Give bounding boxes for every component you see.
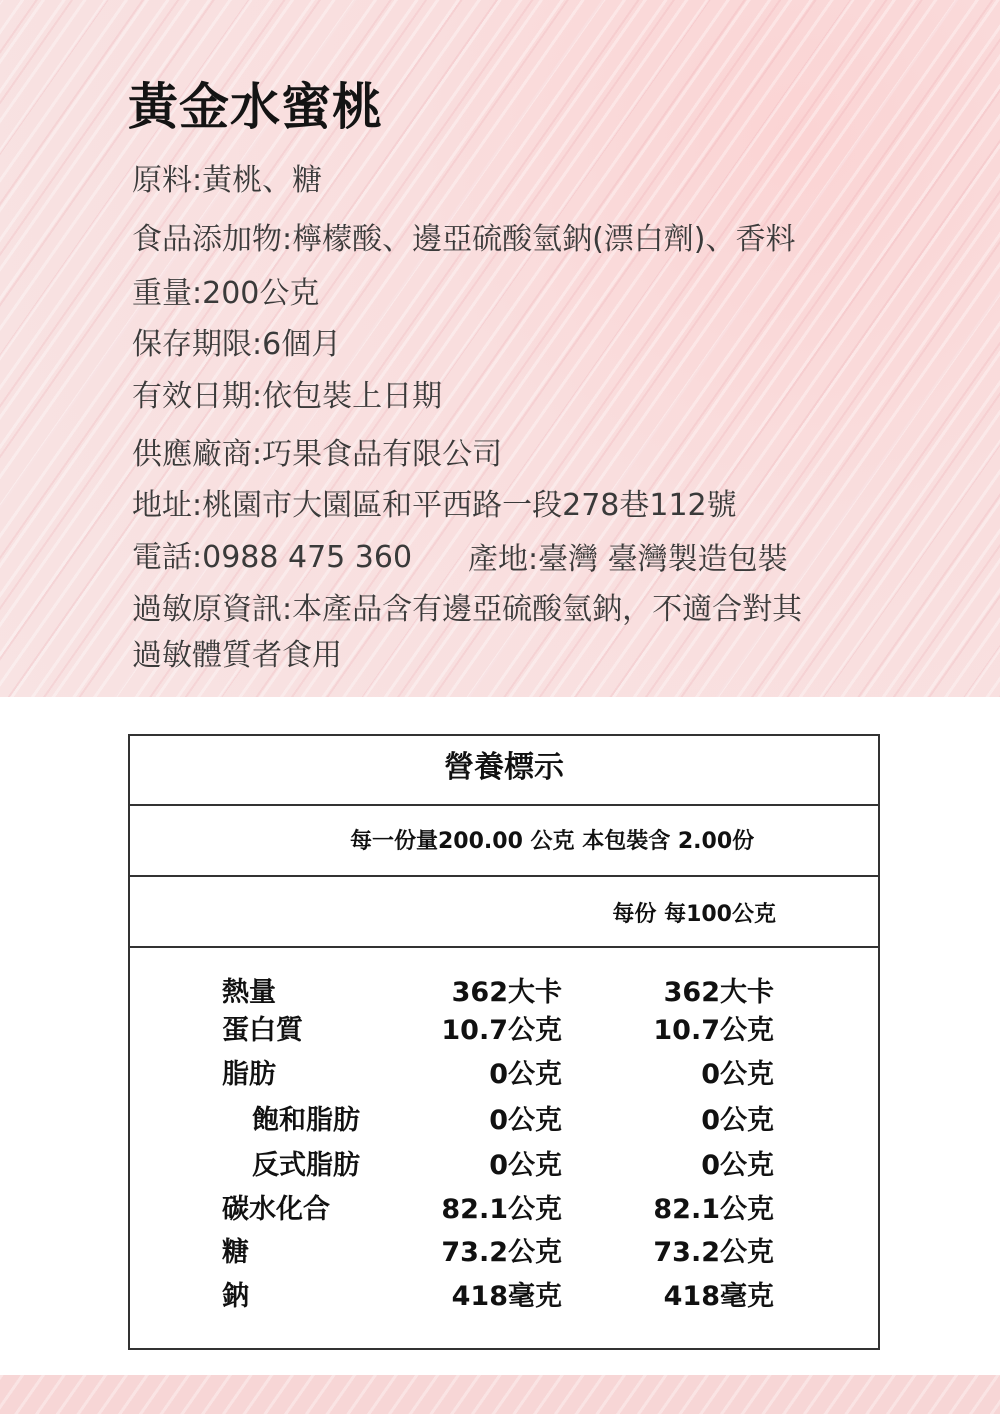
serving-info: 每一份量200.00 公克 本包裝含 2.00份 [350, 829, 755, 854]
weight-text: 重量:200公克 [132, 276, 320, 311]
allergen-text-line2: 過敏體質者食用 [132, 638, 342, 673]
per-100g-value: 0公克 [701, 1150, 774, 1181]
per-100g-value: 73.2公克 [653, 1237, 774, 1268]
pink-bottom-band [0, 1375, 1000, 1414]
table-row [130, 1274, 878, 1318]
nutrient-name: 脂肪 [222, 1059, 276, 1090]
nutrient-name: 反式脂肪 [252, 1150, 360, 1181]
phone-text: 電話:0988 475 360 [132, 540, 413, 575]
shelf-life-text: 保存期限:6個月 [132, 327, 342, 362]
per-serving-value: 418毫克 [451, 1281, 562, 1312]
per-100g-value: 10.7公克 [653, 1015, 774, 1046]
per-serving-value: 0公克 [489, 1105, 562, 1136]
per-100g-value: 82.1公克 [653, 1194, 774, 1225]
per-serving-value: 0公克 [489, 1059, 562, 1090]
nutrient-name: 熱量 [222, 977, 276, 1008]
table-row [130, 1052, 878, 1096]
nutrient-name: 飽和脂肪 [252, 1105, 360, 1136]
column-header: 每份 每100公克 [612, 902, 776, 927]
nutrient-name: 糖 [222, 1237, 249, 1268]
allergen-text-line1: 過敏原資訊:本產品含有邊亞硫酸氫鈉，不適合對其 [132, 592, 803, 627]
table-row [130, 1230, 878, 1274]
per-serving-value: 73.2公克 [441, 1237, 562, 1268]
origin-text: 產地:臺灣 臺灣製造包裝 [468, 542, 788, 577]
additives-text: 食品添加物:檸檬酸、邊亞硫酸氫鈉(漂白劑)、香料 [132, 222, 796, 257]
column-header-row [130, 877, 878, 948]
expiry-text: 有效日期:依包裝上日期 [132, 379, 443, 414]
table-row [130, 1143, 878, 1187]
per-serving-value: 10.7公克 [441, 1015, 562, 1046]
per-serving-value: 362大卡 [451, 977, 562, 1008]
nutrition-title: 營養標示 [130, 736, 878, 806]
per-100g-value: 0公克 [701, 1059, 774, 1090]
per-100g-value: 418毫克 [663, 1281, 774, 1312]
table-row [130, 1008, 878, 1052]
ingredients-text: 原料:黃桃、糖 [132, 163, 323, 198]
table-row [130, 1098, 878, 1142]
table-row [130, 1187, 878, 1231]
supplier-text: 供應廠商:巧果食品有限公司 [132, 437, 503, 472]
per-100g-value: 0公克 [701, 1105, 774, 1136]
per-100g-value: 362大卡 [663, 977, 774, 1008]
nutrient-name: 蛋白質 [222, 1015, 303, 1046]
per-serving-value: 82.1公克 [441, 1194, 562, 1225]
nutrition-table [128, 734, 880, 1350]
nutrient-name: 碳水化合 [222, 1194, 330, 1225]
nutrient-name: 鈉 [222, 1281, 249, 1312]
address-text: 地址:桃園市大園區和平西路一段278巷112號 [132, 488, 737, 523]
serving-info-row [130, 806, 878, 877]
product-title: 黃金水蜜桃 [128, 78, 383, 136]
per-serving-value: 0公克 [489, 1150, 562, 1181]
